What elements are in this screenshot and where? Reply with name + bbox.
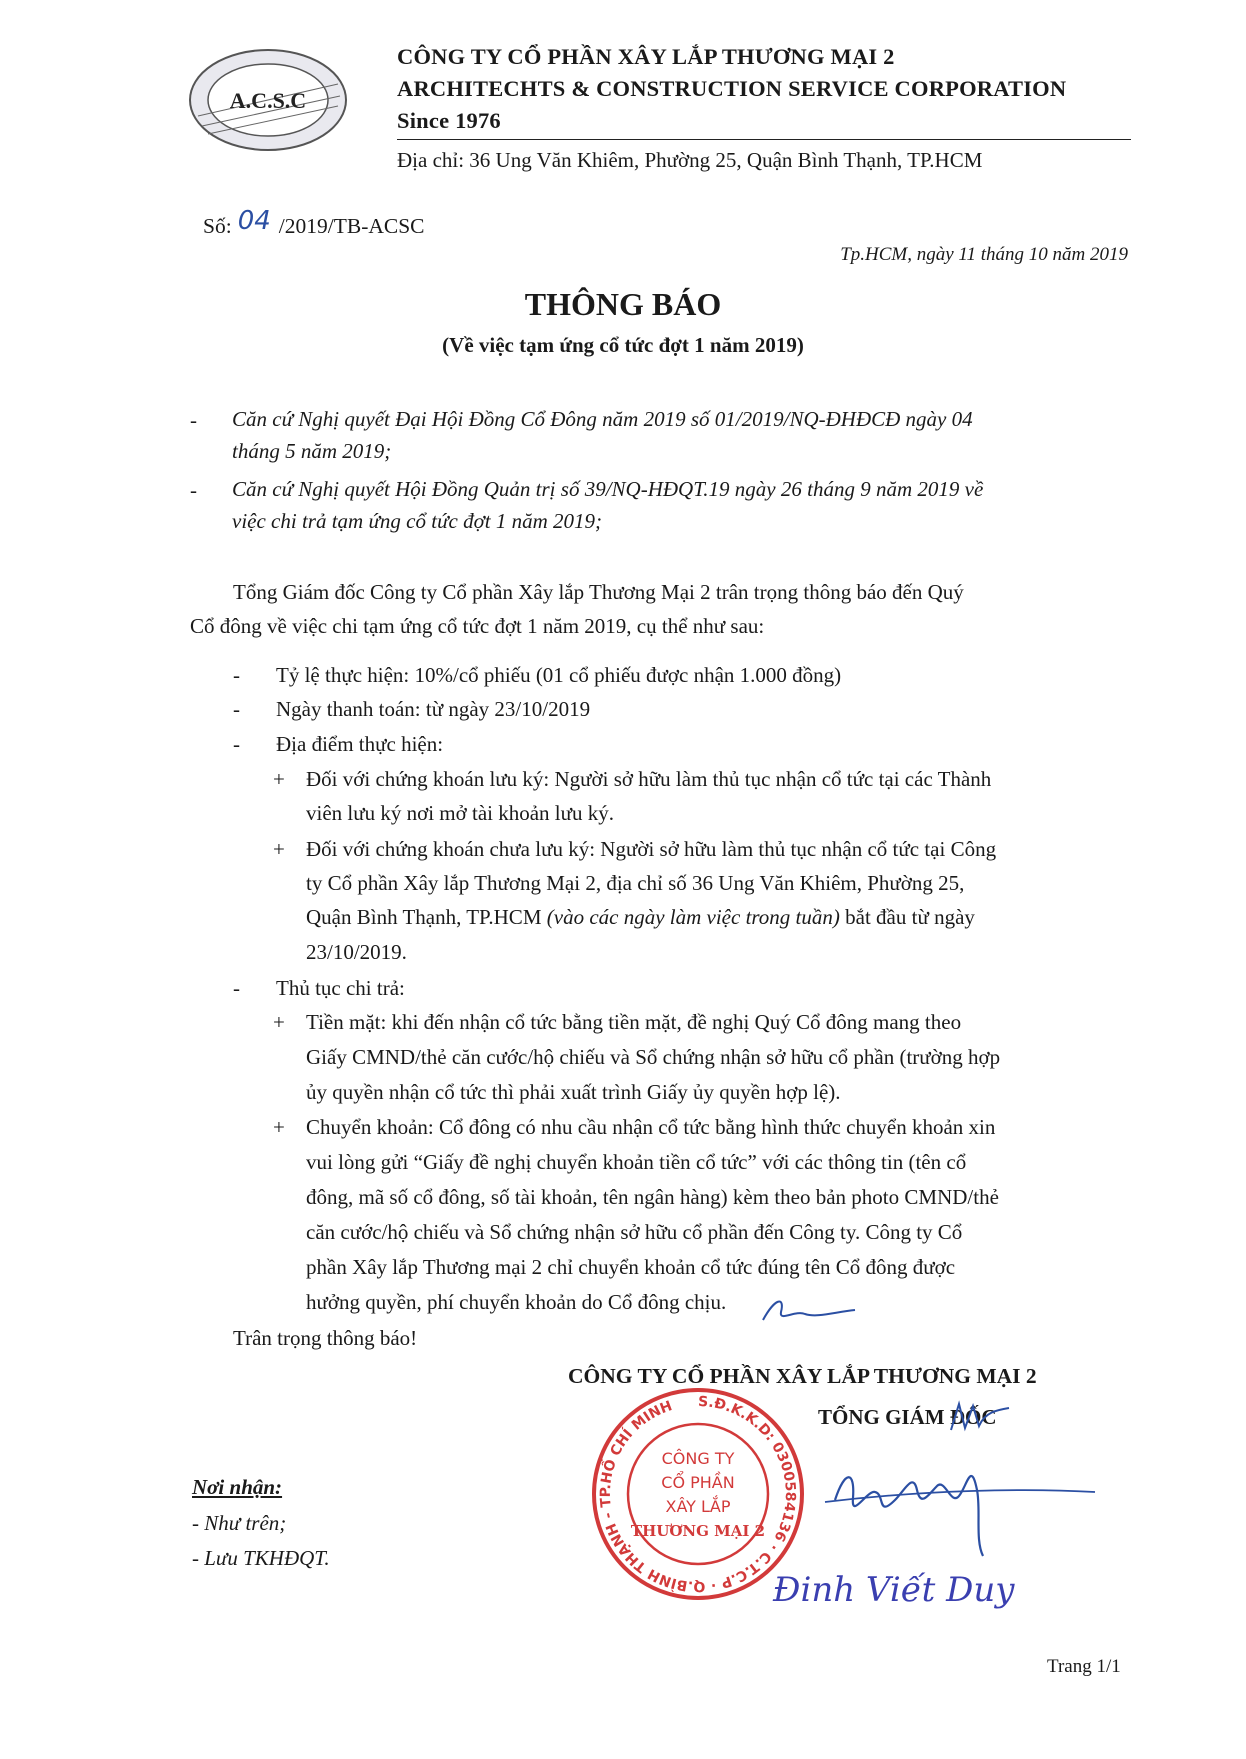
company-name-en: ARCHITECHTS & CONSTRUCTION SERVICE CORPORATION <box>397 76 1067 101</box>
cash-line-3: ủy quyền nhận cổ tức thì phải xuất trình Giấy ủy quyền hợp lệ). <box>306 1080 841 1104</box>
transfer-line-5: phần Xây lắp Thương mại 2 chỉ chuyển khoản cổ tức đúng tên Cổ đông được <box>306 1255 956 1279</box>
transfer-line-3: đông, mã số cổ đông, số tài khoản, tên ngân hàng) kèm theo bản photo CMND/thẻ <box>306 1185 999 1209</box>
company-since: Since 1976 <box>397 108 501 133</box>
signer-company: CÔNG TY CỔ PHẦN XÂY LẮP THƯƠNG MẠI 2 <box>568 1364 1037 1388</box>
company-logo <box>178 36 358 156</box>
recipients-heading: Nơi nhận: <box>192 1475 283 1499</box>
page-number: Trang 1/1 <box>1047 1656 1121 1677</box>
transfer-line-4: căn cước/hộ chiếu và Sổ chứng nhận sở hữu cổ phần đến Công ty. Công ty Cổ <box>306 1220 963 1244</box>
document-subtitle: (Về việc tạm ứng cổ tức đợt 1 năm 2019) <box>442 333 804 357</box>
company-name-vi: CÔNG TY CỔ PHẦN XÂY LẮP THƯƠNG MẠI 2 <box>397 44 895 69</box>
transfer-line-2: vui lòng gửi “Giấy đề nghị chuyển khoản tiền cổ tức” với các thông tin (tên cổ <box>306 1150 967 1174</box>
doc-number-handwritten: 04 <box>237 206 271 236</box>
item-rate: Tỷ lệ thực hiện: 10%/cổ phiếu (01 cổ phiếu được nhận 1.000 đồng) <box>276 663 842 687</box>
sub-item-plus: + <box>273 837 285 861</box>
transfer-line-1: Chuyển khoản: Cổ đông có nhu cầu nhận cổ tức bằng hình thức chuyển khoản xin <box>306 1115 996 1139</box>
place-a-line-1: Đối với chứng khoán lưu ký: Người sở hữu làm thủ tục nhận cổ tức tại các Thành <box>306 767 992 791</box>
recipient-item: - Như trên; <box>192 1511 287 1535</box>
item-place-heading: Địa điểm thực hiện: <box>276 732 444 756</box>
place-b-line-3-end: bắt đầu từ ngày <box>839 905 975 929</box>
sub-item-plus: + <box>273 1115 285 1139</box>
company-address: Địa chỉ: 36 Ung Văn Khiêm, Phường 25, Quận Bình Thạnh, TP.HCM <box>397 148 983 172</box>
cash-line-1: Tiền mặt: khi đến nhận cổ tức bằng tiền mặt, đề nghị Quý Cổ đông mang theo <box>306 1010 962 1034</box>
sub-item-plus: + <box>273 767 285 791</box>
sub-item-plus: + <box>273 1010 285 1034</box>
stamp-line-1: CÔNG TY <box>661 1449 735 1468</box>
basis-2-line-2: việc chi trả tạm ứng cổ tức đợt 1 năm 2019; <box>232 509 603 533</box>
document-title: THÔNG BÁO <box>524 286 722 322</box>
intro-line-2: Cổ đông về việc chi tạm ứng cổ tức đợt 1 năm 2019, cụ thể như sau: <box>190 614 765 638</box>
stamp-ring-text: S.Đ.K.K.D: 0300584136 · C.T.C.P · Q.BÌNH THẠNH - TP.HỒ CHÍ MINH <box>597 1393 799 1595</box>
signer-name: Đinh Viết Duy <box>773 1570 1015 1610</box>
handwritten-initial <box>745 1290 865 1330</box>
item-dash: - <box>233 663 240 687</box>
place-a-line-2: viên lưu ký nơi mở tài khoản lưu ký. <box>306 801 615 825</box>
doc-number-suffix: /2019/TB-ACSC <box>278 214 425 238</box>
intro-line-1: Tổng Giám đốc Công ty Cổ phần Xây lắp Thương Mại 2 trân trọng thông báo đến Quý <box>233 580 964 604</box>
header-rule <box>397 139 1131 140</box>
document-number <box>203 206 425 240</box>
date-line: Tp.HCM, ngày 11 tháng 10 năm 2019 <box>840 244 1128 265</box>
logo-text: A.C.S.C <box>229 88 307 113</box>
place-b-line-4: 23/10/2019. <box>306 940 407 964</box>
closing-greeting: Trân trọng thông báo! <box>233 1326 418 1350</box>
basis-2-line-1: Căn cứ Nghị quyết Hội Đồng Quản trị số 39/NQ-HĐQT.19 ngày 26 tháng 9 năm 2019 về <box>232 477 984 501</box>
basis-1-marker: - <box>190 408 197 432</box>
stamp-line-2: CỔ PHẦN <box>661 1473 735 1492</box>
stamp-line-3: XÂY LẮP <box>665 1497 731 1516</box>
item-pay-date: Ngày thanh toán: từ ngày 23/10/2019 <box>276 697 591 721</box>
place-b-line-3-start: Quận Bình Thạnh, TP.HCM <box>306 905 547 929</box>
item-dash: - <box>233 697 240 721</box>
place-b-line-3 <box>306 901 975 933</box>
place-b-line-1: Đối với chứng khoán chưa lưu ký: Người sở hữu làm thủ tục nhận cổ tức tại Công <box>306 837 997 861</box>
place-b-line-2: ty Cổ phần Xây lắp Thương Mại 2, địa chỉ số 36 Ung Văn Khiêm, Phường 25, <box>306 871 965 895</box>
transfer-line-6: hưởng quyền, phí chuyển khoản do Cổ đông chịu. <box>306 1290 727 1314</box>
recipient-item: - Lưu TKHĐQT. <box>192 1546 330 1570</box>
signature <box>805 1430 1105 1570</box>
signer-title: TỔNG GIÁM ĐỐC <box>818 1405 997 1429</box>
item-dash: - <box>233 732 240 756</box>
item-dash: - <box>233 976 240 1000</box>
basis-1-line-1: Căn cứ Nghị quyết Đại Hội Đồng Cổ Đông năm 2019 số 01/2019/NQ-ĐHĐCĐ ngày 04 <box>232 407 973 431</box>
cash-line-2: Giấy CMND/thẻ căn cước/hộ chiếu và Sổ chứng nhận sở hữu cổ phần (trường hợp <box>306 1045 1001 1069</box>
doc-number-prefix: Số: <box>203 214 232 238</box>
stamp-line-4: THƯƠNG MẠI 2 <box>630 1522 766 1540</box>
item-proc-heading: Thủ tục chi trả: <box>276 976 405 1000</box>
place-b-line-3-italic: (vào các ngày làm việc trong tuần) <box>546 905 840 929</box>
basis-1-line-2: tháng 5 năm 2019; <box>232 439 392 463</box>
basis-2-marker: - <box>190 478 197 502</box>
